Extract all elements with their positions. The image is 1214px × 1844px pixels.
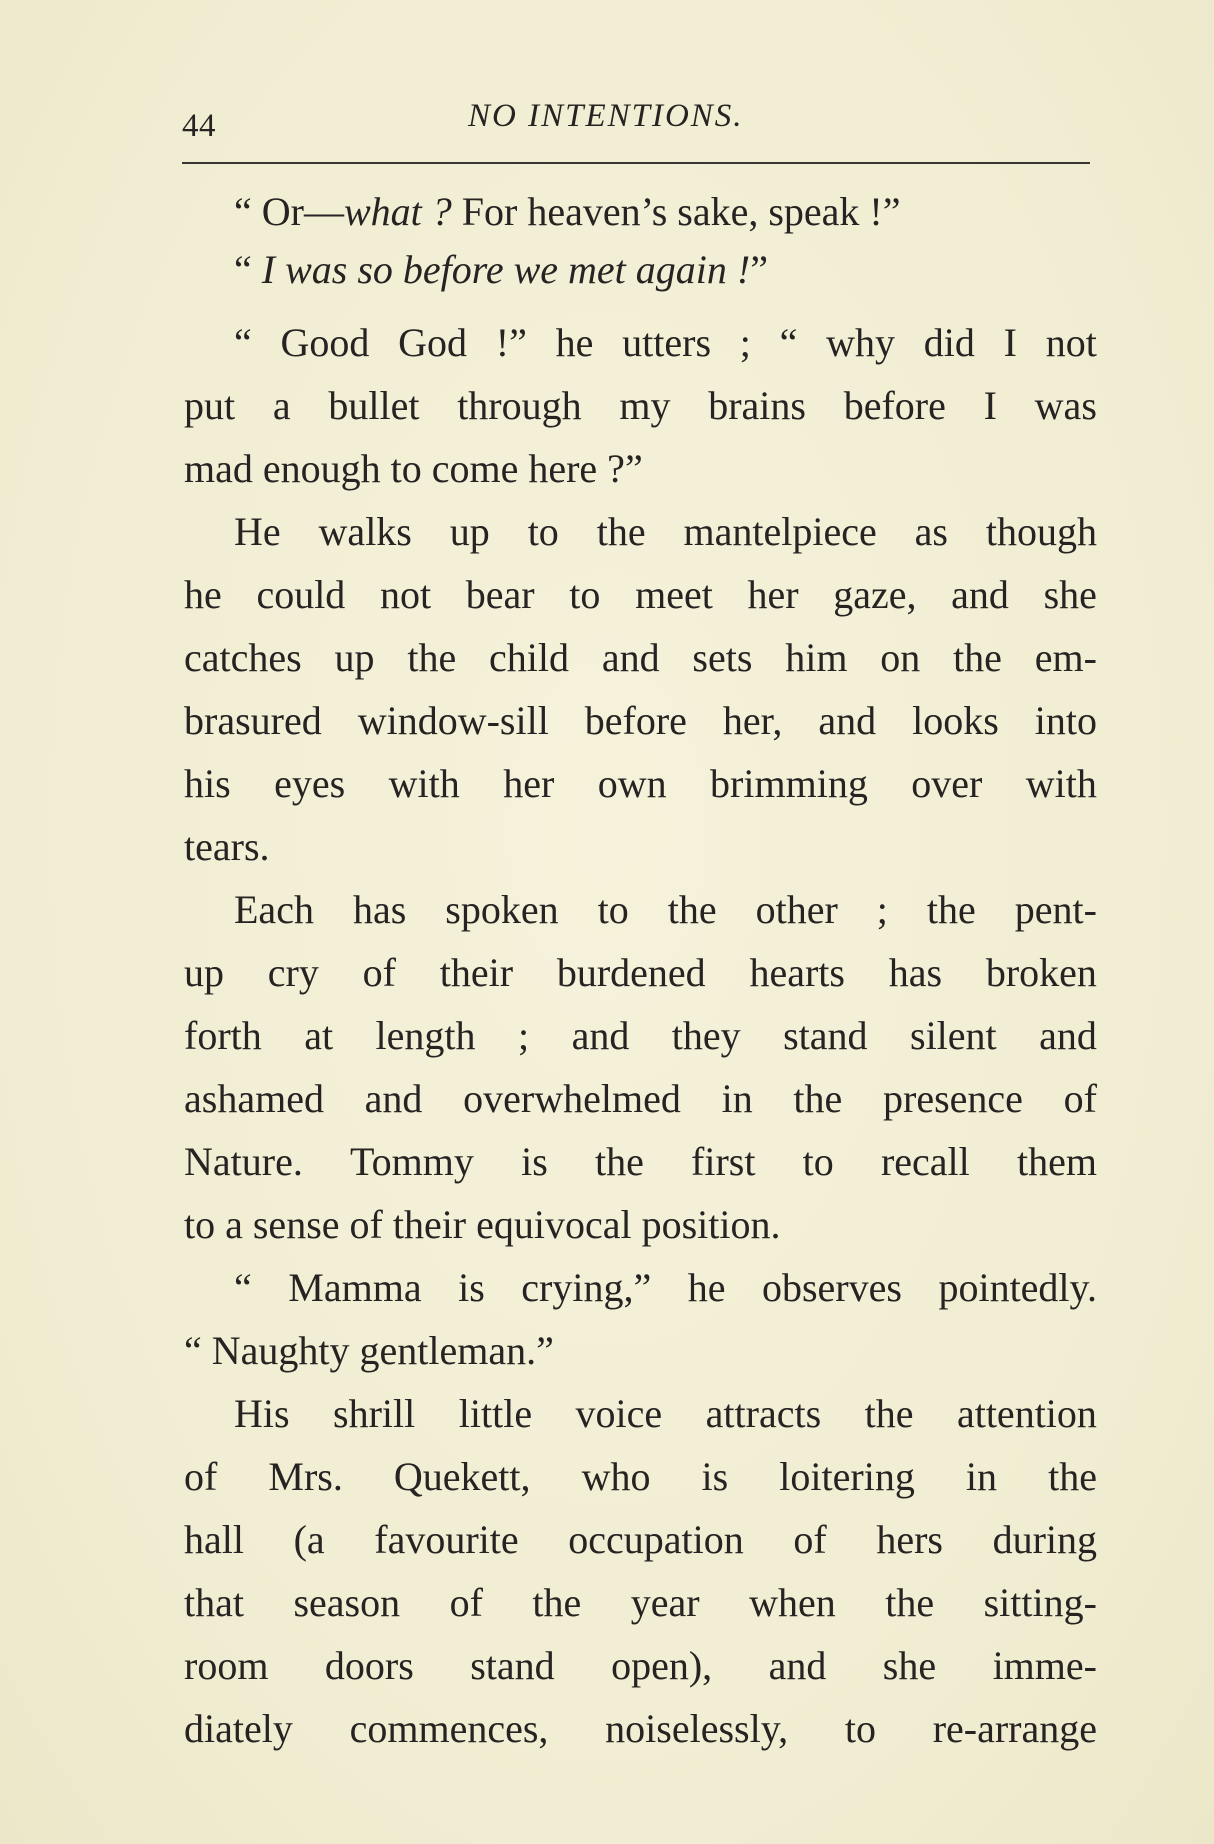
text-line: hall (a favourite occupation of hers during: [184, 1517, 1097, 1562]
text-line: Nature. Tommy is the first to recall them: [184, 1139, 1097, 1184]
text-line: “ Or—what ? For heaven’s sake, speak !”: [234, 189, 901, 234]
text-line: ashamed and overwhelmed in the presence of: [184, 1076, 1097, 1121]
text-line: of Mrs. Quekett, who is loitering in the: [184, 1454, 1097, 1499]
text-line: “ I was so before we met again !”: [234, 247, 768, 292]
text-line: to a sense of their equivocal position.: [184, 1202, 781, 1247]
text-line: mad enough to come here ?”: [184, 446, 643, 491]
text-line: “ Good God !” he utters ; “ why did I not: [234, 320, 1097, 365]
text-line: catches up the child and sets him on the em-: [184, 635, 1097, 680]
text-line: brasured window-sill before her, and looks into: [184, 698, 1097, 743]
text-line: his eyes with her own brimming over with: [184, 761, 1097, 806]
text-line: he could not bear to meet her gaze, and she: [184, 572, 1097, 617]
page-number: 44: [182, 108, 216, 144]
text-line: Each has spoken to the other ; the pent-: [234, 887, 1097, 932]
text-line: His shrill little voice attracts the attention: [234, 1391, 1097, 1436]
text-line: diately commences, noiselessly, to re-arrange: [184, 1706, 1097, 1751]
text-line: tears.: [184, 824, 270, 869]
text-line: that season of the year when the sitting-: [184, 1580, 1097, 1625]
text-line: “ Mamma is crying,” he observes pointedly.: [234, 1265, 1097, 1310]
page-header: [182, 98, 1092, 148]
running-title: NO INTENTIONS.: [468, 98, 744, 134]
text-line: He walks up to the mantelpiece as though: [234, 509, 1097, 554]
text-line: room doors stand open), and she imme-: [184, 1643, 1097, 1688]
text-line: up cry of their burdened hearts has broken: [184, 950, 1097, 995]
text-line: forth at length ; and they stand silent and: [184, 1013, 1097, 1058]
text-line: put a bullet through my brains before I was: [184, 383, 1097, 428]
text-line: “ Naughty gentleman.”: [184, 1328, 554, 1373]
header-rule: [182, 162, 1090, 164]
